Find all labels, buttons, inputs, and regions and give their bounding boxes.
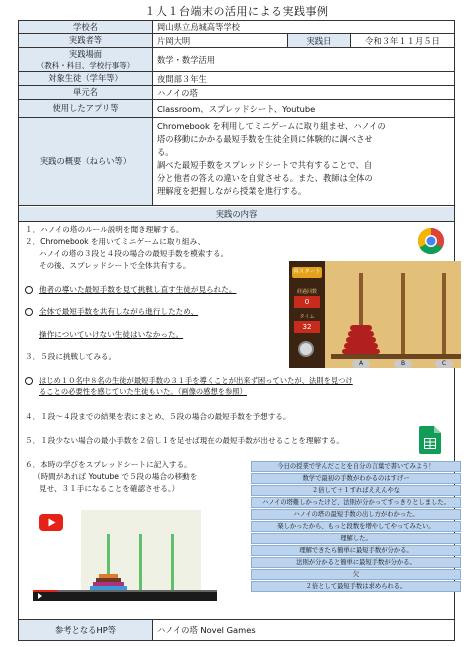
hanoi-game-screenshot bbox=[289, 261, 461, 368]
row-apps bbox=[19, 100, 454, 118]
apps-label: 使用したアプリ等 bbox=[19, 100, 153, 117]
scene-label-main: 実践場面 bbox=[68, 48, 103, 59]
step-4: ４．１段～４段までの結果を表にまとめ、５段の場合の最短手数を予想する。 bbox=[25, 412, 291, 421]
time-label: タイム bbox=[299, 314, 315, 320]
play-icon[interactable] bbox=[38, 593, 42, 599]
scene-value: 数学・数学活用 bbox=[157, 54, 216, 65]
reference-label: 参考となるHP等 bbox=[19, 620, 153, 640]
step-3: ３．５段に挑戦してみる。 bbox=[25, 352, 117, 361]
step-6-note-cont: 見せ、３１手になることを確認させる。） bbox=[39, 484, 180, 493]
scene-label bbox=[19, 48, 153, 71]
comment-item: 法則が分かると簡単に最短手数が分かる。 bbox=[251, 557, 461, 568]
comment-item: ハノイの塔難しかったけど、法則が分かってすっきりとしました。 bbox=[251, 497, 461, 508]
overview-text bbox=[157, 120, 449, 198]
row-practitioner bbox=[19, 34, 454, 48]
date-label: 実践日 bbox=[287, 34, 351, 47]
overview-line: 分と他者の答えの違いを自覚させる。また、教師は全体の bbox=[157, 173, 373, 183]
peg-c bbox=[442, 273, 446, 355]
date-value: 令和３年１１月５日 bbox=[365, 35, 440, 46]
disk[interactable] bbox=[342, 349, 380, 354]
youtube-logo-icon bbox=[39, 514, 63, 531]
comment-item: ハノイの塔の最短手数の出し方がわかった。 bbox=[251, 509, 461, 520]
observation-3-cont: ることの必要性を感じていた生徒もいた。（画像の感想を参照） bbox=[39, 387, 247, 396]
video-peg bbox=[139, 534, 142, 590]
report-table bbox=[18, 20, 455, 641]
step-6: ６．本時の学びをスプレッドシートに記入する。 bbox=[25, 460, 192, 469]
step-2-detail: ハノイの塔の３段と４段の場合の最短手数を模索する。 bbox=[39, 249, 229, 258]
moves-counter: 0 bbox=[294, 296, 320, 308]
observation-2-cont: 操作についていけない生徒はいなかった。 bbox=[39, 330, 184, 339]
row-reference bbox=[19, 619, 454, 640]
video-peg bbox=[171, 534, 174, 590]
overview-line: Chromebook を利用してミニゲームに取り組ませ、ハノイの bbox=[157, 121, 386, 131]
restart-button[interactable]: 再スタート bbox=[292, 267, 322, 278]
overview-line: 理解度を把握しながら授業を進行する。 bbox=[157, 186, 307, 196]
row-target bbox=[19, 72, 454, 86]
step-2-share: その後、スプレッドシートで全体共有する。 bbox=[39, 261, 191, 270]
settings-gear-icon[interactable] bbox=[298, 341, 314, 357]
step-1: １．ハノイの塔のルール説明を聞き理解する。 bbox=[25, 225, 184, 234]
school-label: 学校名 bbox=[19, 21, 153, 33]
time-counter: 32 bbox=[294, 321, 320, 333]
observation-2 bbox=[25, 307, 198, 317]
peg-label-c: C bbox=[435, 360, 453, 368]
comment-item: 数学で最初の手数がわかるのはすげー bbox=[251, 473, 461, 484]
peg-b bbox=[401, 273, 405, 355]
target-label: 対象生徒（学年等） bbox=[19, 72, 153, 85]
comment-item: ２倍として最短手数は求められる。 bbox=[251, 581, 461, 592]
comment-item: 欠 bbox=[251, 569, 461, 580]
unit-label: 単元名 bbox=[19, 86, 153, 99]
observation-1 bbox=[25, 285, 236, 295]
video-controls-bar[interactable] bbox=[33, 591, 217, 601]
page-title: １人１台端末の活用による実践事例 bbox=[144, 5, 329, 18]
row-unit bbox=[19, 86, 454, 100]
chrome-icon bbox=[417, 227, 445, 255]
target-value: 夜間部３年生 bbox=[157, 73, 207, 84]
comment-item: 理解した。 bbox=[251, 533, 461, 544]
content-header: 実践の内容 bbox=[19, 207, 454, 222]
circle-bullet-icon bbox=[25, 286, 33, 294]
video-progress-track[interactable] bbox=[33, 590, 217, 592]
overview-label: 実践の概要（ねらい等） bbox=[19, 118, 153, 205]
overview-line: る。 bbox=[157, 147, 174, 157]
observation-2-text: 全体で最短手数を共有しながら進行したため、 bbox=[39, 307, 199, 316]
step-6-note: （時間があれば Youtube で５段の場合の移動を bbox=[33, 472, 198, 481]
apps-value: Classroom、スプレッドシート、Youtube bbox=[157, 103, 316, 114]
comment-header: 今日の授業で学んだことを自分の言葉で書いてみよう！ bbox=[251, 461, 461, 472]
overview-line: 調べた最短手数をスプレッドシートで共有することで、自 bbox=[157, 160, 373, 170]
school-value: 岡山県立烏城高等学校 bbox=[157, 22, 240, 32]
peg-label-b: B bbox=[394, 360, 412, 368]
circle-bullet-icon bbox=[25, 308, 33, 316]
row-overview bbox=[19, 118, 454, 206]
observation-3-text: はじめ１０名中８名の生徒が最短手数の３１手を導くことが出来ず困っていたが、法則を見つけ bbox=[39, 376, 353, 385]
scene-label-sub: （教科・科目、学校行事等） bbox=[36, 60, 135, 70]
peg-base bbox=[331, 354, 461, 359]
practitioner-label: 実践者等 bbox=[19, 34, 153, 47]
reference-value[interactable]: ハノイの塔 Novel Games bbox=[157, 625, 256, 635]
overview-line: 塔の移動にかかる最短手数を生徒全員に体験的に調べさせ bbox=[157, 134, 373, 144]
step-5: ５．１段少ない場合の最小手数を２倍し１を足せば現在の最短手数が出せることを理解する。 bbox=[25, 436, 344, 445]
peg-label-a: A bbox=[352, 360, 370, 368]
google-sheets-icon bbox=[419, 426, 441, 454]
practitioner-value: 片岡大明 bbox=[157, 35, 191, 46]
comment-item: ２倍して＋１すればええんやな bbox=[251, 485, 461, 496]
moves-label: 経過回数 bbox=[296, 289, 317, 295]
step-2: ２．Chromebook を用いてミニゲームに取り組み、 bbox=[25, 237, 206, 246]
comment-item: 理解できたら簡単に最短手数が分かる。 bbox=[251, 545, 461, 556]
observation-3 bbox=[25, 376, 353, 386]
circle-bullet-icon bbox=[25, 377, 33, 385]
row-school bbox=[19, 21, 454, 34]
video-progress-fill bbox=[33, 590, 57, 592]
observation-1-text: 他者の導いた最短手数を見て挑戦し直す生徒が見られた。 bbox=[39, 285, 237, 294]
comment-item: 楽しかったから、もっと段数を増やしてやってみたい。 bbox=[251, 521, 461, 532]
unit-value: ハノイの塔 bbox=[157, 87, 198, 98]
row-scene bbox=[19, 48, 454, 72]
youtube-video-screenshot[interactable] bbox=[33, 504, 217, 601]
